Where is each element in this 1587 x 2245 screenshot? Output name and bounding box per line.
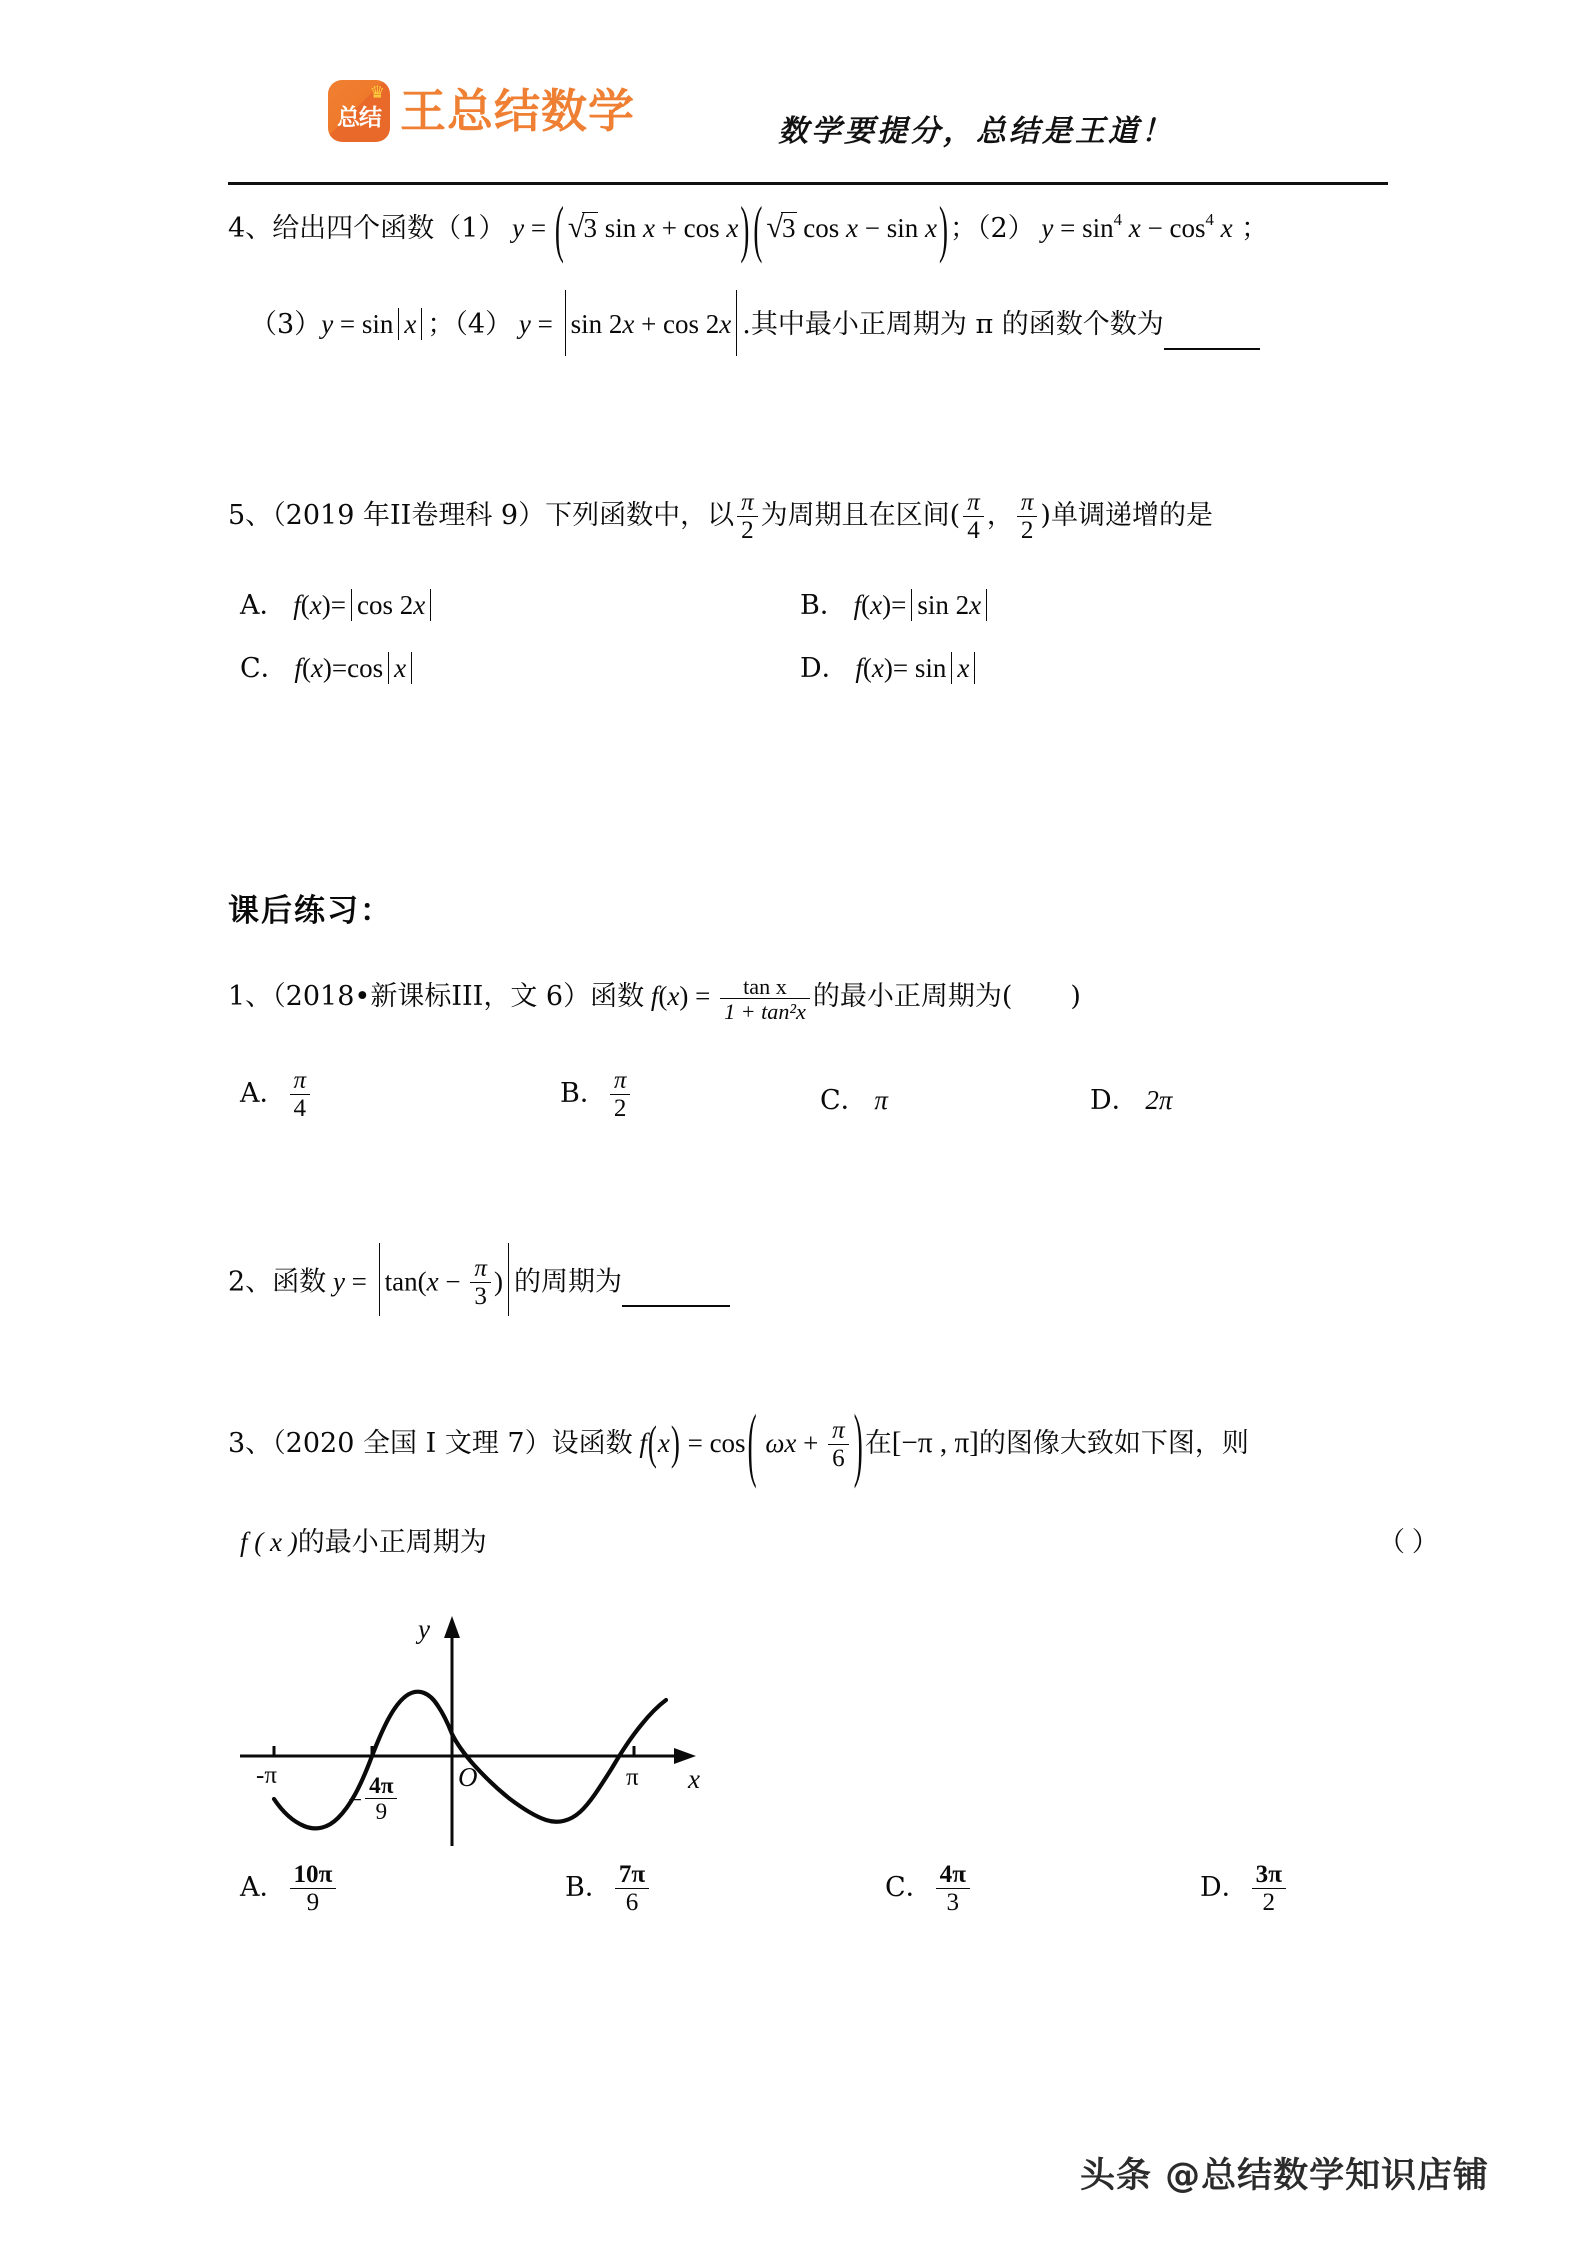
practice-q3-option-c[interactable]: C． $\frac{4\pi}{3}$: [885, 1862, 973, 1916]
practice-q2-number: 2、: [228, 1266, 273, 1298]
question-5-frac-2: $\frac{\pi}{4}$: [963, 490, 984, 544]
tick-label-neg-pi: -π: [256, 1762, 277, 1789]
header-divider: [228, 182, 1388, 185]
practice-q3-stem-line-2: [240, 1522, 487, 1564]
practice-q3-option-d[interactable]: D． $\frac{3\pi}{2}$: [1200, 1862, 1289, 1916]
x-axis-arrow: [674, 1748, 696, 1764]
question-4-number: 4、: [228, 213, 273, 244]
option-value-c: π: [874, 1085, 888, 1115]
question-5-stem-a: 下列函数中，以: [545, 500, 735, 532]
practice-q3-fraction: $\frac{\pi}{6}$: [828, 1418, 849, 1472]
practice-q1-option-d[interactable]: [1090, 1080, 1172, 1122]
option-label-d: D．: [800, 653, 849, 684]
question-5-stem-b: 为周期且在区间(: [760, 500, 961, 532]
practice-q3-option-a[interactable]: A． $\frac{10\pi}{9}$: [240, 1862, 339, 1916]
answer-blank-q2[interactable]: [622, 1264, 730, 1307]
question-5-source: （2019 年II卷理科 9）: [272, 500, 546, 532]
logo-mark-text: 总结: [337, 104, 381, 131]
question-4-sep: ；（2）: [949, 213, 1035, 244]
question-5-stem-c: ，: [986, 500, 1014, 532]
page-header: [228, 58, 1388, 176]
practice-q1-number: 1、: [228, 980, 273, 1012]
question-5-option-a[interactable]: A． f(x)= cos 2x: [240, 585, 436, 627]
question-5-stem-d: )单调递增的是: [1040, 500, 1213, 532]
question-5-stem: [228, 490, 1213, 544]
practice-q2-stem-a: 函数: [272, 1266, 327, 1298]
practice-q1-stem-b: 的最小正周期为(: [812, 980, 1013, 1012]
crown-icon: ♛: [369, 83, 385, 102]
option-label-b: B．: [565, 1872, 612, 1904]
practice-q1-source: （2018•新课标III，文 6）: [272, 980, 591, 1012]
footer-watermark: 头条 @总结数学知识店铺: [1080, 2156, 1490, 2196]
question-4-line-2: （3）y = sin x ；（4） y = sin 2x + cos 2x .其中最小正周期为 π 的函数个数为: [250, 290, 1260, 356]
tick-label-neg-4pi-9: − $\frac{4\pi}{9}$: [348, 1774, 400, 1824]
question-4-line-1: 4、给出四个函数（1） y = ( √3 sin x + cos x) ( √3 cos x − sin x)；（2） $y = \sin^4 x - \cos^4 x$ ；: [228, 193, 1269, 264]
practice-q2-stem-b: 的周期为: [513, 1266, 622, 1298]
question-4-tail: .其中最小正周期为 π 的函数个数为: [742, 309, 1164, 341]
question-4-item3-lead: （3）: [250, 309, 322, 341]
practice-q3-fn: f ( x ): [240, 1527, 298, 1557]
brand-name: 王总结数学: [400, 84, 635, 138]
practice-section-title: 课后练习：: [228, 893, 393, 929]
option-label-c: C．: [885, 1872, 933, 1904]
x-axis-label: x: [688, 1764, 700, 1794]
option-label-c: C．: [820, 1085, 868, 1116]
function-graph-figure: [222, 1588, 712, 1856]
practice-q1-option-a[interactable]: A． $\frac{\pi}{4}$: [240, 1068, 313, 1122]
y-axis-label: y: [418, 1614, 430, 1644]
logo-mark-icon: [328, 80, 390, 142]
option-label-b: B．: [800, 590, 847, 621]
option-label-d: D．: [1090, 1085, 1139, 1116]
question-5-number: 5、: [228, 500, 273, 532]
answer-blank-q4[interactable]: [1164, 307, 1260, 350]
practice-q3-stem-line-1: 3、（2020 全国 I 文理 7）设函数 f(x) = cos( ωx + $\frac{\pi}{6}$ )在[−π , π]的图像大致如下图，则: [228, 1397, 1249, 1490]
graph-svg: [222, 1588, 712, 1856]
option-label-a: A．: [240, 1078, 287, 1110]
practice-q3-number: 3、: [228, 1428, 273, 1460]
option-value-d: 2π: [1145, 1085, 1173, 1115]
option-label-a: A．: [240, 1872, 287, 1904]
practice-q1-stem-a: 函数: [590, 980, 645, 1012]
practice-q3-tail: 的最小正周期为: [297, 1527, 487, 1558]
origin-label: O: [458, 1762, 478, 1792]
practice-q1-stem-c: ): [1070, 980, 1081, 1012]
practice-q3-source: （2020 全国 I 文理 7）: [272, 1428, 552, 1460]
option-label-c: C．: [240, 653, 288, 684]
practice-q3-option-b[interactable]: B． $\frac{7\pi}{6}$: [565, 1862, 652, 1916]
brand-logo: [328, 80, 635, 142]
practice-q2-stem: 2、函数 y = tan(x − $\frac{\pi}{3}$ ) 的周期为: [228, 1243, 730, 1316]
question-5-option-c[interactable]: C． f(x)=cos x: [240, 648, 417, 690]
question-5-option-d[interactable]: D． f(x)= sin x: [800, 648, 980, 690]
practice-q1-fraction: $\frac{\text{tan x}}{\text{1 + tan²x}}$: [720, 975, 810, 1023]
practice-q3-interval: [−π , π]: [891, 1427, 979, 1460]
minus-sign: −: [348, 1786, 363, 1814]
practice-q3-stem-a: 设函数: [551, 1428, 633, 1460]
brand-tagline: 数学要提分，总结是王道！: [778, 115, 1174, 148]
y-axis-arrow: [444, 1616, 460, 1638]
practice-q3-stem-b: 在: [864, 1428, 892, 1460]
question-5-frac-1: $\frac{\pi}{2}$: [737, 490, 758, 544]
practice-q1-option-c[interactable]: [820, 1080, 888, 1122]
practice-q3-stem-c: 的图像大致如下图，则: [978, 1428, 1249, 1460]
practice-q2-fraction: $\frac{\pi}{3}$: [470, 1256, 491, 1310]
practice-q1-stem: 1、（2018•新课标III，文 6）函数 f(x) = $\frac{\text{tan x}}{\text{1 + tan²x}}$ 的最小正周期为( ): [228, 974, 1081, 1025]
option-label-a: A．: [240, 590, 287, 621]
question-5-option-b[interactable]: B． f(x)= sin 2x: [800, 585, 992, 627]
question-5-frac-3: $\frac{\pi}{2}$: [1017, 490, 1038, 544]
answer-blank-q1-inline[interactable]: [1012, 979, 1070, 1020]
cosine-curve: [274, 1692, 666, 1829]
option-label-b: B．: [560, 1078, 607, 1110]
question-4-stem-lead: 给出四个函数（1）: [272, 213, 506, 244]
practice-q3-answer-paren[interactable]: （ ）: [1378, 1527, 1439, 1557]
tick-label-pi: π: [626, 1764, 639, 1791]
practice-q1-option-b[interactable]: B． $\frac{\pi}{2}$: [560, 1068, 633, 1122]
option-label-d: D．: [1200, 1872, 1249, 1904]
